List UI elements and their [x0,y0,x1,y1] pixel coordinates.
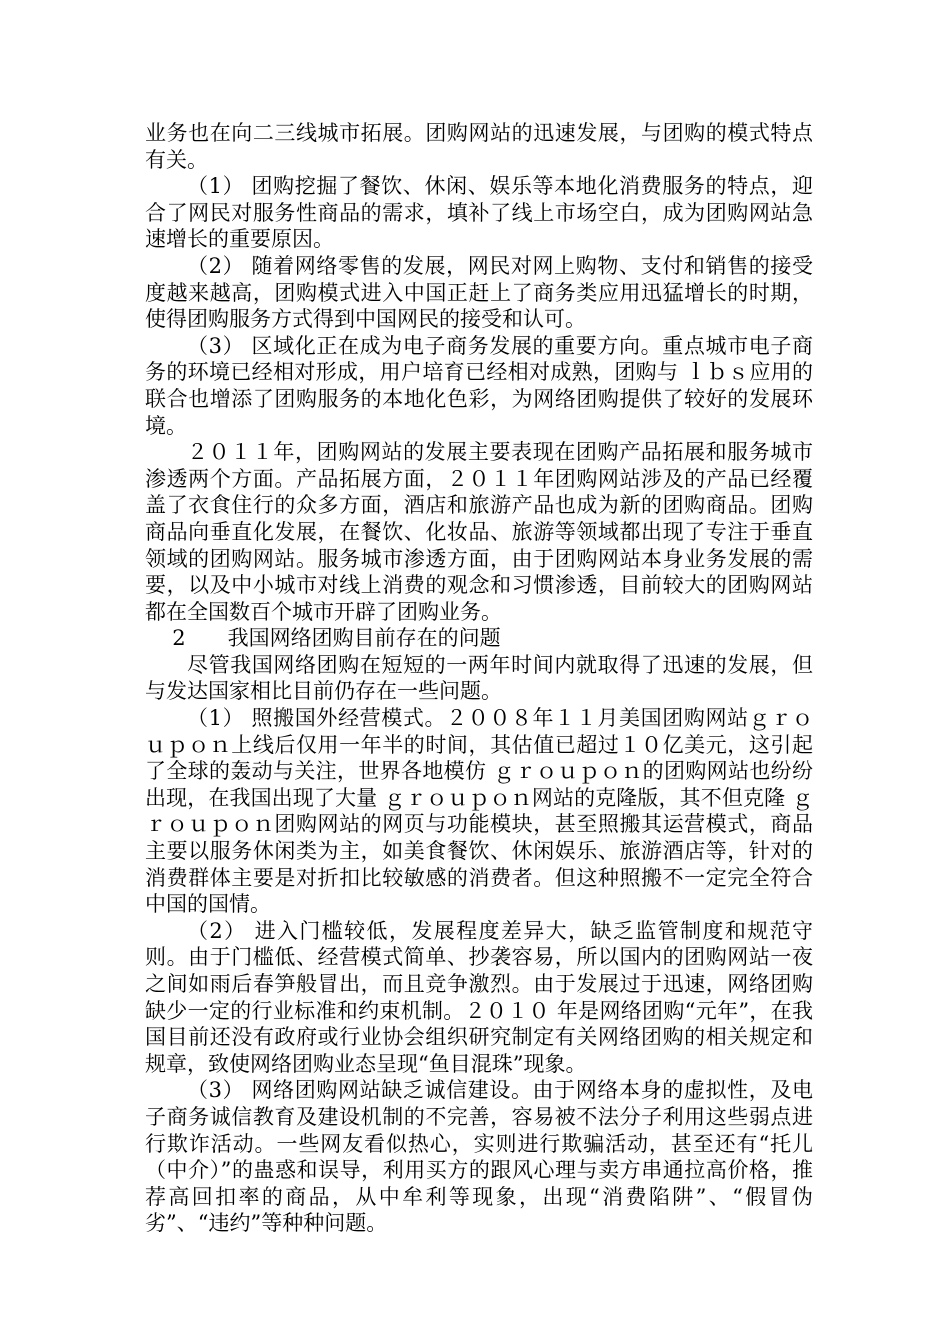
paragraph-point-1: （1） 团购挖掘了餐饮、休闲、娱乐等本地化消费服务的特点，迎合了网民对服务性商品的需求，填补了线上市场空白，成为团购网站急速增长的重要原因。 [145,174,813,252]
document-page [145,120,813,1237]
paragraph-continuation: 业务也在向二三线城市拓展。团购网站的迅速发展，与团购的模式特点有关。 [145,121,813,172]
paragraph-problem-3: （3） 网络团购网站缺乏诚信建设。由于网络本身的虚拟性，及电子商务诚信教育及建设机制的不完善，容易被不法分子利用这些弱点进行欺诈活动。一些网友看似热心，实则进行欺骗活动，甚至还有“托儿（中介）”的蛊惑和误导，利用买方的跟风心理与卖方串通拉高价格，推荐高回扣率的商品，从中牟利等现象，出现“消费陷阱”、“假冒伪劣”、“违约”等种种问题。 [145,1078,813,1236]
paragraph-intro-problems: 尽管我国网络团购在短短的一两年时间内就取得了迅速的发展，但与发达国家相比目前仍存在一些问题。 [145,652,813,704]
paragraph-point-2: （2） 随着网络零售的发展，网民对网上购物、支付和销售的接受度越来越高，团购模式进入中国正赶上了商务类应用迅猛增长的时期，使得团购服务方式得到中国网民的接受和认可。 [145,253,813,332]
section-heading: 2 我国网络团购目前存在的问题 [172,626,501,651]
paragraph-problem-2: （2） 进入门槛较低，发展程度差异大，缺乏监管制度和规范守则。由于门槛低、经营模式简单、抄袭容易，所以国内的团购网站一夜之间如雨后春笋般冒出，而且竞争激烈。由于发展过于迅速，网络团购缺少一定的行业标准和约束机制。２０１０ 年是网络团购“元年”，在我国目前还没有政府或行业协会组织研究制定有关网络团购的相关规定和规章，致使网络团购业态呈现“鱼目混珠”现象。 [145,918,813,1076]
paragraph-problem-1: （1） 照搬国外经营模式。２００８年１１月美国团购网站ｇｒｏｕｐｏｎ上线后仅用一年半的时间，其估值已超过１０亿美元，这引起了全球的轰动与关注，世界各地模仿 ｇｒｏｕｐｏｎ的团购网站也纷纷出现，在我国出现了大量 ｇｒｏｕｐｏｎ网站的克隆版，其不但克隆 ｇｒｏｕｐｏｎ团购网站的网页与功能模块，甚至照搬其运营模式，商品主要以服务休闲类为主，如美食餐饮、休闲娱乐、旅游酒店等，针对的消费群体主要是对折扣比较敏感的消费者。但这种照搬不一定完全符合中国的国情。 [145,706,813,917]
paragraph-2011: ２０１１年，团购网站的发展主要表现在团购产品拓展和服务城市渗透两个方面。产品拓展方面，２０１１年团购网站涉及的产品已经覆盖了衣食住行的众多方面，酒店和旅游产品也成为新的团购商品。团购商品向垂直化发展，在餐饮、化妆品、旅游等领域都出现了专注于垂直领域的团购网站。服务城市渗透方面，由于团购网站本身业务发展的需要，以及中小城市对线上消费的观念和习惯渗透，目前较大的团购网站都在全国数百个城市开辟了团购业务。 [145,440,813,624]
paragraph-point-3: （3） 区域化正在成为电子商务发展的重要方向。重点城市电子商务的环境已经相对形成，用户培育已经相对成熟，团购与 ｌｂｓ应用的联合也增添了团购服务的本地化色彩，为网络团购提供了较好的发展环境。 [145,333,813,438]
